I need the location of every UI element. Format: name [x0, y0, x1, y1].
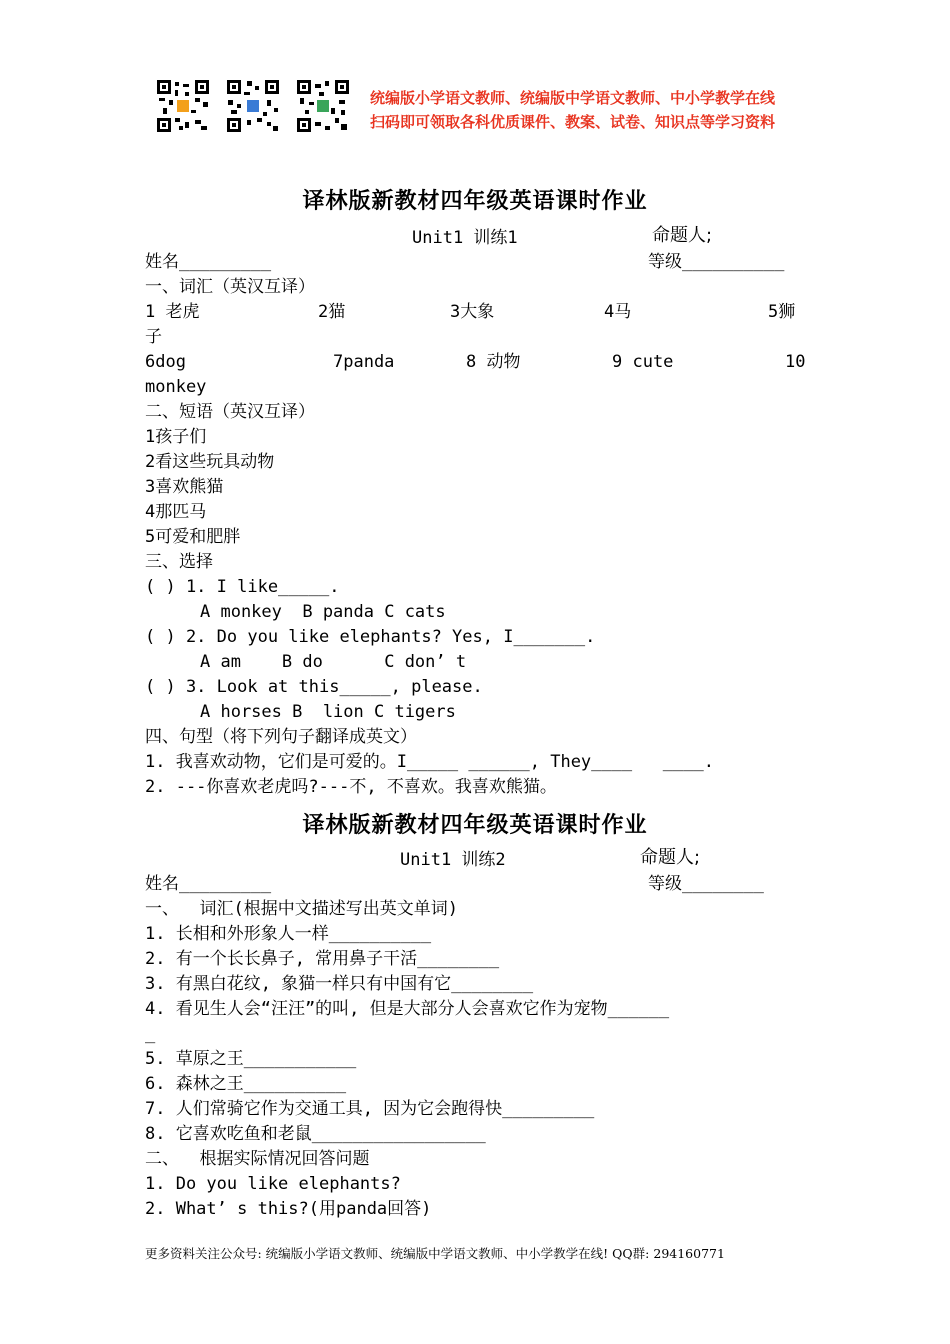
translation-question: 2. ---你喜欢老虎吗?---不, 不喜欢。我喜欢熊猫。: [145, 777, 557, 797]
description-item: 1. 长相和外形象人一样__________: [145, 924, 432, 944]
qr-code-icon[interactable]: [225, 78, 281, 134]
vocab-item: 2猫: [318, 302, 346, 322]
promo-line-1: 统编版小学语文教师、统编版中学语文教师、中小学教学在线: [370, 89, 776, 107]
description-item-wrap: _: [145, 1024, 156, 1044]
answer-question: 2. What’ s this?(用panda回答): [145, 1199, 432, 1219]
ws2-section1-heading: 一、 词汇(根据中文描述写出英文单词): [145, 899, 458, 919]
promo-text: [370, 86, 775, 134]
description-item: 4. 看见生人会“汪汪”的叫, 但是大部分人会喜欢它作为宠物______: [145, 999, 670, 1019]
section3-heading: 三、选择: [145, 552, 213, 572]
description-item: 6. 森林之王__________: [145, 1074, 347, 1094]
worksheet1-name-field: 姓名_________: [145, 252, 272, 272]
promo-line-2: 扫码即可领取各科优质课件、教案、试卷、知识点等学习资料: [370, 113, 776, 131]
worksheet2-name-field: 姓名_________: [145, 874, 272, 894]
worksheet2-unit: Unit1 训练2: [400, 850, 506, 870]
vocab-item: 8 动物: [466, 352, 521, 372]
vocab-item: 1 老虎: [145, 302, 200, 322]
answer-question: 1. Do you like elephants?: [145, 1174, 401, 1194]
phrase-item: 3喜欢熊猫: [145, 477, 224, 497]
vocab-wrap: 子: [145, 327, 162, 347]
vocab-item: 3大象: [450, 302, 495, 322]
ws2-section2-heading: 二、 根据实际情况回答问题: [145, 1149, 370, 1169]
vocab-item: 7panda: [333, 352, 395, 372]
choice-options: A am B do C don’ t: [200, 652, 467, 672]
description-item: 7. 人们常骑它作为交通工具, 因为它会跑得快_________: [145, 1099, 595, 1119]
worksheet2-grade-field: 等级________: [648, 874, 764, 894]
vocab-item: 4马: [604, 302, 632, 322]
section2-heading: 二、短语（英汉互译）: [145, 402, 315, 422]
worksheet2-setter: 命题人;: [640, 847, 701, 868]
phrase-item: 1孩子们: [145, 427, 207, 447]
description-item: 8. 它喜欢吃鱼和老鼠_________________: [145, 1124, 486, 1144]
translation-question: 1. 我喜欢动物，它们是可爱的。I_____ ______, They____ ____.: [145, 752, 714, 772]
phrase-item: 5可爱和肥胖: [145, 527, 241, 547]
worksheet1-grade-field: 等级__________: [648, 252, 785, 272]
description-item: 2. 有一个长长鼻子, 常用鼻子干活________: [145, 949, 500, 969]
worksheet1-title: 译林版新教材四年级英语课时作业: [302, 189, 648, 214]
vocab-item: 6dog: [145, 352, 186, 372]
section4-heading: 四、句型（将下列句子翻译成英文）: [145, 727, 417, 747]
worksheet1-setter: 命题人;: [652, 225, 713, 246]
footer: 更多资料关注公众号: 统编版小学语文教师、统编版中学语文教师、中小学教学在线! QQ群: 294160771: [145, 1246, 725, 1261]
phrase-item: 2看这些玩具动物: [145, 452, 275, 472]
vocab-item: 5狮: [768, 302, 796, 322]
worksheet1-unit: Unit1 训练1: [412, 228, 518, 248]
description-item: 3. 有黑白花纹, 象猫一样只有中国有它________: [145, 974, 534, 994]
qr-code-icon[interactable]: [295, 78, 351, 134]
vocab-item: 9 cute: [612, 352, 674, 372]
choice-question: ( ) 3. Look at this_____, please.: [145, 677, 483, 697]
vocab-wrap: monkey: [145, 377, 207, 397]
qr-code-icon[interactable]: [155, 78, 211, 134]
choice-question: ( ) 1. I like_____.: [145, 577, 340, 597]
worksheet2-title: 译林版新教材四年级英语课时作业: [302, 813, 648, 838]
vocab-item: 10: [785, 352, 806, 372]
choice-question: ( ) 2. Do you like elephants? Yes, I_______.: [145, 627, 596, 647]
choice-options: A horses B lion C tigers: [200, 702, 456, 722]
section1-heading: 一、词汇（英汉互译）: [145, 277, 315, 297]
description-item: 5. 草原之王___________: [145, 1049, 357, 1069]
choice-options: A monkey B panda C cats: [200, 602, 446, 622]
phrase-item: 4那匹马: [145, 502, 207, 522]
